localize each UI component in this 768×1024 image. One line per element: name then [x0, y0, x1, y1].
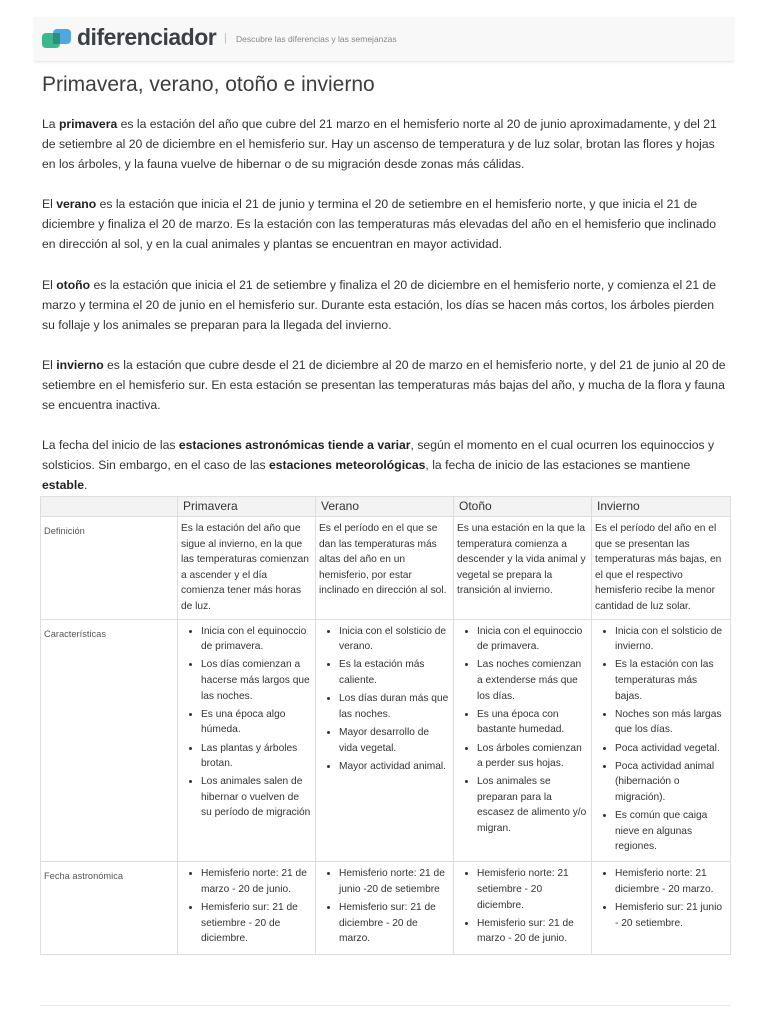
table-cell: Es el período del año en el que se presentan las temperaturas más bajas, en el que el respectivo hemisferio recibe la menor cantidad de luz solar. — [592, 517, 731, 620]
list-item: • Es común que caiga nieve en algunas regiones. — [615, 808, 727, 855]
bullet-list — [181, 624, 312, 822]
column-header-otono: Otoño — [454, 497, 592, 517]
paragraph-text: La — [42, 117, 59, 131]
paragraph-text: es la estación que inicia el 21 de setiembre y finaliza el 20 de diciembre en el hemisferio norte, y comienza el 21 de marzo y termina el 20 de junio en el hemisferio sur. Durante esta estación, los días se hacen más cortos, los árboles pierden su follaje y los animales se preparan para la llegada del invierno. — [42, 278, 717, 332]
table-cell — [592, 619, 731, 862]
bold-term: verano — [56, 197, 97, 211]
paragraph-verano — [42, 194, 730, 254]
list-item: • Los días comienzan a hacerse más largos que las noches. — [201, 657, 312, 704]
page-title: Primavera, verano, otoño e invierno — [42, 73, 375, 96]
list-item: • Mayor actividad animal. — [339, 759, 450, 775]
header-separator: | — [224, 32, 227, 44]
list-item: • Las noches comienzan a extenderse más que los días. — [477, 657, 588, 704]
list-item: • Los días duran más que las noches. — [339, 691, 450, 722]
list-item: • Es la estación con las temperaturas más bajas. — [615, 657, 727, 704]
bullet-list — [319, 866, 450, 947]
logo-icon[interactable] — [42, 28, 72, 50]
paragraph-text: El — [42, 197, 57, 211]
list-item: • Hemisferio sur: 21 de marzo - 20 de junio. — [477, 916, 588, 947]
list-item: • Mayor desarrollo de vida vegetal. — [339, 725, 450, 756]
list-item: • Es la estación más caliente. — [339, 657, 450, 688]
list-item: • Es una época con bastante humedad. — [477, 707, 588, 738]
list-item: • Las plantas y árboles brotan. — [201, 741, 312, 772]
table-cell — [454, 862, 592, 954]
list-item: • Hemisferio norte: 21 setiembre - 20 diciembre. — [477, 866, 588, 913]
list-item: • Hemisferio norte: 21 de marzo - 20 de junio. — [201, 866, 312, 897]
paragraph-text: El — [42, 358, 57, 372]
list-item: • Poca actividad animal (hibernación o migración). — [615, 759, 727, 806]
list-item: • Inicia con el equinoccio de primavera. — [477, 624, 588, 655]
table-cell: Es el período en el que se dan las temperaturas más altas del año en un hemisferio, por estar inclinado en dirección al sol. — [316, 517, 454, 620]
bullet-list — [181, 866, 312, 947]
list-item: • Hemisferio sur: 21 de diciembre - 20 de marzo. — [339, 900, 450, 947]
column-header-primavera: Primavera — [178, 497, 316, 517]
paragraph-text: , la fecha de inicio de las estaciones se mantiene — [425, 458, 691, 472]
list-item: • Hemisferio norte: 21 diciembre - 20 marzo. — [615, 866, 727, 897]
list-item: • Hemisferio norte: 21 de junio -20 de setiembre — [339, 866, 450, 897]
bullet-list — [457, 624, 588, 837]
list-item: • Los animales se preparan para la escasez de alimento y/o migran. — [477, 774, 588, 836]
bold-term: invierno — [56, 358, 104, 372]
footer-divider — [40, 1005, 730, 1006]
table-cell — [592, 862, 731, 954]
table-header-row — [41, 497, 731, 517]
paragraph-otono — [42, 275, 730, 335]
bullet-list — [595, 624, 727, 855]
table-cell — [178, 619, 316, 862]
list-item: • Hemisferio sur: 21 de setiembre - 20 de diciembre. — [201, 900, 312, 947]
paragraph-primavera — [42, 114, 730, 174]
row-header: Fecha astronómica — [41, 862, 178, 954]
site-header — [34, 17, 734, 62]
paragraph-text: La fecha del inicio de las — [42, 438, 179, 452]
paragraph-invierno — [42, 355, 730, 415]
table-cell — [316, 862, 454, 954]
paragraph-text: es la estación del año que cubre del 21 marzo en el hemisferio norte al 20 de junio aproximadamente, y del 21 de setiembre al 20 de diciembre en el hemisferio sur. Hay un ascenso de temperatura y de luz solar, brotan las flores y hojas en los árboles, y la fauna vuelve de hibernar o de su migración desde zonas más cálidas. — [42, 117, 717, 171]
paragraph-text: es la estación que cubre desde el 21 de diciembre al 20 de marzo en el hemisferio norte, y del 21 de junio al 20 de setiembre en el hemisferio sur. En esta estación se presentan las temperaturas más bajas del año, y mucha de la flora y fauna se encuentra inactiva. — [42, 358, 726, 412]
list-item: • Es una época algo húmeda. — [201, 707, 312, 738]
list-item: • Los árboles comienzan a perder sus hojas. — [477, 741, 588, 772]
row-header: Características — [41, 619, 178, 862]
column-header-verano: Verano — [316, 497, 454, 517]
list-item: • Noches son más largas que los días. — [615, 707, 727, 738]
bullet-list — [595, 866, 727, 931]
list-item: • Inicia con el solsticio de verano. — [339, 624, 450, 655]
table-cell — [178, 862, 316, 954]
column-header-invierno: Invierno — [592, 497, 731, 517]
bullet-list — [319, 624, 450, 775]
paragraph-estaciones — [42, 435, 730, 495]
bold-term: estable — [42, 478, 85, 492]
list-item: • Poca actividad vegetal. — [615, 741, 727, 757]
paragraph-text: El — [42, 278, 57, 292]
table-cell — [316, 619, 454, 862]
paragraph-text: . — [84, 478, 88, 492]
paragraph-text: , según el momento en el cual ocurren los equinoccios y solsticios. Sin embargo, en el caso de las — [42, 438, 715, 472]
table-cell: Es una estación en la que la temperatura comienza a descender y la vida animal y vegetal se prepara la transición al invierno. — [454, 517, 592, 620]
bold-term: otoño — [56, 278, 91, 292]
tagline: Descubre las diferencias y las semejanzas — [236, 34, 397, 44]
list-item: • Los animales salen de hibernar o vuelven de su período de migración — [201, 774, 312, 821]
bullet-list — [457, 866, 588, 947]
bold-term: estaciones astronómicas tiende a variar — [178, 438, 411, 452]
comparison-table — [40, 496, 731, 955]
list-item: • Inicia con el solsticio de invierno. — [615, 624, 727, 655]
list-item: • Hemisferio sur: 21 junio - 20 setiembre. — [615, 900, 727, 931]
table-row-fecha — [41, 862, 731, 954]
table-cell: Es la estación del año que sigue al invierno, en la que las temperaturas comienzan a ascender y el día comienza tener más horas de luz. — [178, 517, 316, 620]
row-header: Definición — [41, 517, 178, 620]
bold-term: primavera — [58, 117, 118, 131]
bold-term: estaciones meteorológicas — [268, 458, 426, 472]
logo-text[interactable]: diferenciador — [77, 24, 217, 50]
table-cell — [454, 619, 592, 862]
table-row-caracteristicas — [41, 619, 731, 862]
column-header — [41, 497, 178, 517]
table-row-definicion — [41, 517, 731, 620]
list-item: • Inicia con el equinoccio de primavera. — [201, 624, 312, 655]
paragraph-text: es la estación que inicia el 21 de junio y termina el 20 de setiembre en el hemisferio norte, y que inicia el 21 de diciembre y finaliza el 20 de marzo. Es la estación con las temperaturas más elevadas del año en el hemisferio que inclinado en dirección al sol, y en la cual animales y plantas se encuentran en mayor actividad. — [42, 197, 717, 251]
